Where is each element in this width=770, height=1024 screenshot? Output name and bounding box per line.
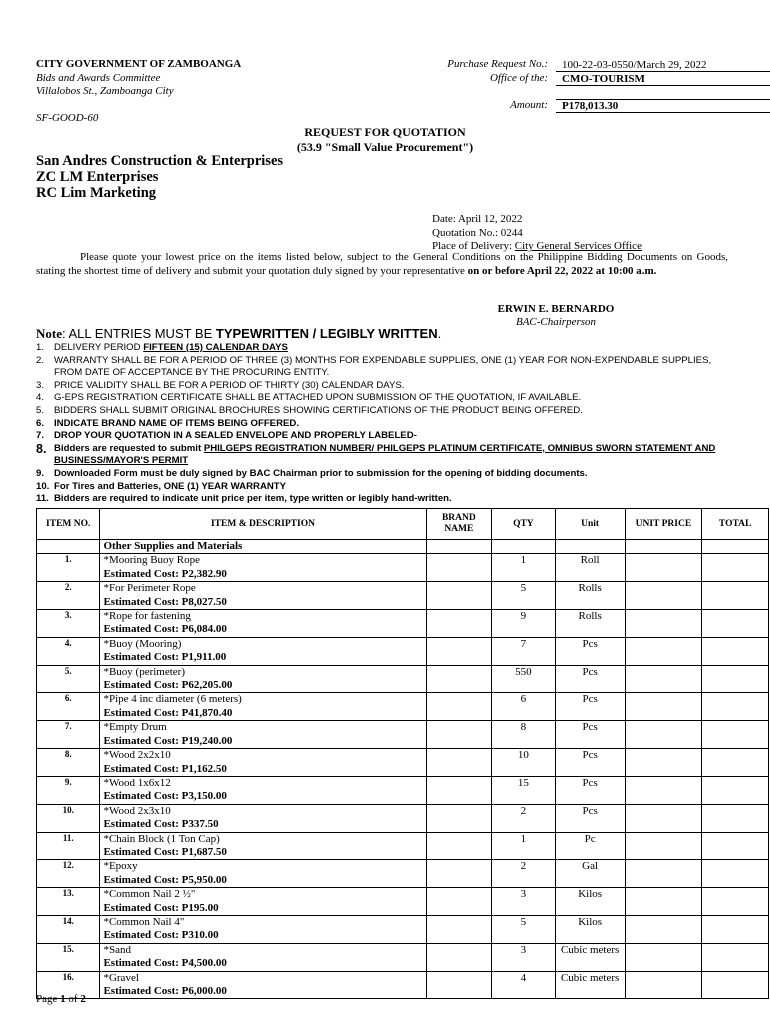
instruction-number: 10.: [36, 480, 50, 492]
item-qty: 10: [492, 749, 555, 777]
table-row: [37, 721, 769, 749]
item-brand: [426, 582, 492, 610]
item-estimated-cost: Estimated Cost: P8,027.50: [103, 595, 227, 608]
item-estimated-cost: Estimated Cost: P6,000.00: [103, 985, 227, 997]
quotation-date: Date: April 12, 2022: [432, 213, 523, 225]
instruction-text: [54, 405, 736, 418]
pr-value: 100-22-03-0550/March 29, 2022: [556, 59, 770, 72]
supplier-2: ZC LM Enterprises: [36, 169, 159, 185]
item-description: [100, 693, 426, 721]
item-estimated-cost: Estimated Cost: P195.00: [103, 901, 219, 914]
item-number: 4.: [37, 637, 100, 665]
instruction-item: [36, 392, 736, 405]
item-estimated-cost: Estimated Cost: P310.00: [103, 929, 219, 942]
item-unit-price: [625, 693, 702, 721]
committee-name: Bids and Awards Committee: [36, 71, 161, 84]
item-brand: [426, 554, 492, 582]
instruction-number: 6.: [36, 417, 45, 429]
office-label: Office of the:: [489, 72, 548, 84]
instruction-text: [54, 468, 736, 481]
instruction-item: [36, 355, 736, 380]
note-prefix: : ALL ENTRIES MUST BE: [62, 326, 216, 341]
instruction-text-main: Downloaded Form must be duly signed by BAC Chairman prior to submission for the opening of bidding documents.: [54, 467, 588, 479]
note-label: Note: [36, 326, 62, 341]
instruction-text-main: Bidders are requested to submit: [54, 442, 204, 454]
instruction-text-underlined: FIFTEEN (15) CALENDAR DAYS: [143, 342, 288, 353]
note-emphasis: TYPEWRITTEN / LEGIBLY WRITTEN: [215, 326, 438, 341]
item-qty: 8: [492, 721, 555, 749]
table-row: [37, 832, 769, 860]
quotation-details: [432, 213, 642, 254]
item-total: [702, 804, 769, 832]
item-qty: 1: [492, 832, 555, 860]
supplier-3: RC Lim Marketing: [36, 185, 157, 201]
item-brand: [426, 971, 492, 999]
agency-name: CITY GOVERNMENT OF ZAMBOANGA: [36, 58, 242, 70]
group-unit: [555, 540, 625, 554]
item-estimated-cost: Estimated Cost: P19,240.00: [103, 734, 233, 747]
item-unit-price: [625, 943, 702, 971]
table-header-row: [37, 509, 769, 540]
item-unit: Cubic meters: [555, 943, 625, 971]
item-name: *Buoy (perimeter): [103, 665, 186, 678]
delivery-value: City General Services Office: [514, 240, 642, 252]
item-total: [702, 776, 769, 804]
item-description: [100, 804, 426, 832]
page-prefix: Page: [36, 993, 61, 1005]
item-total: [702, 693, 769, 721]
item-unit: Pcs: [555, 776, 625, 804]
instruction-text-main: For Tires and Batteries, ONE (1) YEAR WARRANTY: [54, 480, 287, 492]
instruction-item: [36, 468, 736, 481]
document-title: [0, 125, 770, 155]
item-unit: Pcs: [555, 804, 625, 832]
group-title: Other Supplies and Materials: [100, 540, 426, 554]
item-name: *Wood 2x2x10: [103, 749, 171, 762]
item-qty: 15: [492, 776, 555, 804]
item-estimated-cost: Estimated Cost: P41,870.40: [103, 706, 233, 719]
item-total: [702, 888, 769, 916]
item-description: [100, 776, 426, 804]
item-number: 8.: [37, 749, 100, 777]
item-total: [702, 721, 769, 749]
instruction-number: 3.: [36, 379, 45, 391]
instruction-text-main: PRICE VALIDITY SHALL BE FOR A PERIOD OF THIRTY (30) CALENDAR DAYS.: [54, 379, 405, 391]
instruction-text: [54, 355, 736, 380]
item-name: *Sand: [103, 943, 131, 956]
page-number: [36, 993, 86, 1005]
table-row: [37, 915, 769, 943]
group-price: [625, 540, 702, 554]
item-qty: 5: [492, 915, 555, 943]
group-qty: [492, 540, 555, 554]
item-name: *Empty Drum: [103, 721, 167, 734]
item-unit-price: [625, 610, 702, 638]
form-code: SF-GOOD-60: [36, 112, 99, 124]
supplier-list: [36, 153, 283, 201]
item-unit: Pc: [555, 832, 625, 860]
item-estimated-cost: Estimated Cost: P1,687.50: [103, 845, 227, 858]
item-description: [100, 915, 426, 943]
supplier-1: San Andres Construction & Enterprises: [36, 153, 284, 169]
item-qty: 4: [492, 971, 555, 999]
item-total: [702, 943, 769, 971]
item-unit-price: [625, 860, 702, 888]
item-description: [100, 888, 426, 916]
instructions-list: [36, 342, 736, 506]
item-unit-price: [625, 637, 702, 665]
table-row: [37, 776, 769, 804]
instruction-number: 8.: [36, 441, 47, 456]
item-qty: 1: [492, 554, 555, 582]
item-number: 14.: [37, 915, 100, 943]
item-brand: [426, 721, 492, 749]
amount-label: Amount:: [510, 99, 548, 111]
instruction-number: 5.: [36, 404, 45, 416]
instruction-text-main: INDICATE BRAND NAME OF ITEMS BEING OFFERED: [54, 417, 297, 429]
title-line-2: (53.9 "Small Value Procurement"): [296, 140, 474, 154]
item-total: [702, 665, 769, 693]
item-brand: [426, 943, 492, 971]
item-total: [702, 749, 769, 777]
intro-paragraph: [36, 251, 728, 278]
col-description: ITEM & DESCRIPTION: [100, 509, 426, 540]
item-name: *For Perimeter Rope: [103, 582, 196, 595]
item-unit: Rolls: [555, 610, 625, 638]
item-number: 2.: [37, 582, 100, 610]
item-description: [100, 554, 426, 582]
item-number: 12.: [37, 860, 100, 888]
item-number: 15.: [37, 943, 100, 971]
signatory-title: BAC-Chairperson: [515, 316, 597, 328]
item-brand: [426, 804, 492, 832]
item-qty: 2: [492, 804, 555, 832]
item-name: *Gravel: [103, 971, 139, 984]
item-unit: Kilos: [555, 915, 625, 943]
item-unit-price: [625, 721, 702, 749]
item-total: [702, 915, 769, 943]
col-item-no: ITEM NO.: [37, 509, 100, 540]
group-no: [37, 540, 100, 554]
signatory-name: ERWIN E. BERNARDO: [497, 303, 615, 315]
group-brand: [426, 540, 492, 554]
note-suffix: .: [437, 326, 442, 341]
item-total: [702, 832, 769, 860]
table-row: [37, 610, 769, 638]
table-row: [37, 888, 769, 916]
item-brand: [426, 860, 492, 888]
item-number: 16.: [37, 971, 100, 999]
item-description: [100, 637, 426, 665]
item-unit: Gal: [555, 860, 625, 888]
instruction-text-underlined: PHILGEPS REGISTRATION NUMBER/ PHILGEPS PLATINUM CERTIFICATE, OMNIBUS SWORN STATEMENT AND BUSINESS/MAYOR'S PERMIT: [54, 442, 716, 467]
item-estimated-cost: Estimated Cost: P2,382.90: [103, 567, 227, 580]
item-number: 13.: [37, 888, 100, 916]
item-description: [100, 860, 426, 888]
item-unit-price: [625, 915, 702, 943]
instruction-text-main: G-EPS REGISTRATION CERTIFICATE SHALL BE ATTACHED UPON SUBMISSION OF THE QUOTATION, IF AVAILABLE.: [54, 392, 582, 404]
group-total: [702, 540, 769, 554]
item-qty: 7: [492, 637, 555, 665]
col-unit-price: UNIT PRICE: [625, 509, 702, 540]
table-row: [37, 637, 769, 665]
item-number: 9.: [37, 776, 100, 804]
item-unit-price: [625, 554, 702, 582]
page-current: 1: [60, 993, 66, 1005]
instruction-text: [54, 342, 736, 355]
item-unit: Roll: [555, 554, 625, 582]
item-brand: [426, 888, 492, 916]
instruction-item: [36, 380, 736, 393]
item-brand: [426, 832, 492, 860]
item-unit-price: [625, 804, 702, 832]
instruction-number: 4.: [36, 392, 45, 404]
item-unit-price: [625, 776, 702, 804]
col-unit: Unit: [555, 509, 625, 540]
item-unit-price: [625, 665, 702, 693]
item-qty: 6: [492, 693, 555, 721]
col-qty: QTY: [492, 509, 555, 540]
item-number: 10.: [37, 804, 100, 832]
item-total: [702, 582, 769, 610]
item-number: 11.: [37, 832, 100, 860]
instruction-item: [36, 481, 736, 494]
instruction-item: [36, 430, 736, 443]
table-row: [37, 554, 769, 582]
item-description: [100, 721, 426, 749]
instruction-text: [54, 418, 736, 431]
item-name: *Chain Block (1 Ton Cap): [103, 832, 220, 845]
table-row: [37, 971, 769, 999]
item-name: *Pipe 4 inc diameter (6 meters): [103, 693, 242, 706]
instruction-number: 9.: [36, 467, 45, 479]
instruction-text-suffix: .: [296, 417, 300, 429]
instruction-item: [36, 405, 736, 418]
item-number: 6.: [37, 693, 100, 721]
item-estimated-cost: Estimated Cost: P6,084.00: [103, 623, 227, 636]
item-name: *Mooring Buoy Rope: [103, 554, 201, 567]
item-unit: Cubic meters: [555, 971, 625, 999]
instruction-number: 1.: [36, 342, 45, 353]
item-brand: [426, 693, 492, 721]
instruction-text-main: Bidders are required to indicate unit price per item, type written or legibly hand-written.: [54, 493, 452, 505]
item-brand: [426, 915, 492, 943]
item-unit: Pcs: [555, 637, 625, 665]
instruction-number: 11.: [36, 493, 49, 505]
items-table: [36, 508, 769, 999]
item-description: [100, 749, 426, 777]
instruction-item: [36, 443, 736, 468]
item-total: [702, 610, 769, 638]
page-total: 2: [80, 993, 86, 1005]
item-qty: 5: [492, 582, 555, 610]
item-estimated-cost: Estimated Cost: P1,162.50: [103, 762, 227, 775]
intro-deadline: on or before April 22, 2022 at 10:00 a.m.: [467, 264, 657, 277]
group-row: [37, 540, 769, 554]
item-description: [100, 971, 426, 999]
table-row: [37, 693, 769, 721]
item-brand: [426, 776, 492, 804]
delivery-label: Place of Delivery:: [432, 240, 515, 252]
item-total: [702, 971, 769, 999]
item-number: 3.: [37, 610, 100, 638]
page-mid: of: [65, 993, 81, 1005]
instruction-text: [54, 392, 736, 405]
col-total: TOTAL: [702, 509, 769, 540]
item-qty: 3: [492, 943, 555, 971]
item-estimated-cost: Estimated Cost: P62,205.00: [103, 679, 233, 692]
item-brand: [426, 610, 492, 638]
instruction-text-main: BIDDERS SHALL SUBMIT ORIGINAL BROCHURES SHOWING CERTIFICATIONS OF THE PRODUCT BEING OFFERED.: [54, 404, 583, 416]
agency-block: [36, 58, 241, 99]
item-number: 7.: [37, 721, 100, 749]
item-description: [100, 943, 426, 971]
table-row: [37, 665, 769, 693]
table-row: [37, 582, 769, 610]
instruction-text: [54, 380, 736, 393]
table-row: [37, 804, 769, 832]
item-description: [100, 610, 426, 638]
agency-address: Villalobos St., Zamboanga City: [36, 85, 174, 97]
item-estimated-cost: Estimated Cost: P4,500.00: [103, 957, 227, 970]
item-unit: Pcs: [555, 693, 625, 721]
instruction-number: 2.: [36, 354, 45, 366]
table-row: [37, 860, 769, 888]
item-name: *Common Nail 2 ½": [103, 888, 196, 901]
item-estimated-cost: Estimated Cost: P1,911.00: [103, 651, 227, 664]
item-unit: Kilos: [555, 888, 625, 916]
item-total: [702, 860, 769, 888]
item-qty: 3: [492, 888, 555, 916]
title-line-1: REQUEST FOR QUOTATION: [304, 125, 466, 139]
item-name: *Epoxy: [103, 860, 138, 873]
instruction-text-main: WARRANTY SHALL BE FOR A PERIOD OF THREE (3) MONTHS FOR EXPENDABLE SUPPLIES, ONE (1) YEAR FOR NON-EXPENDABLE SUPPLIES, FROM DATE OF ACCEPTANCE BY THE PROCURING ENTITY.: [54, 354, 712, 379]
item-unit: Pcs: [555, 665, 625, 693]
instruction-item: [36, 493, 736, 506]
instruction-text-main: DROP YOUR QUOTATION IN A SEALED ENVELOPE AND PROPERLY LABELED-: [54, 430, 417, 442]
intro-text: Please quote your lowest price on the items listed below, subject to the General Conditions on the Philippine Bidding Documents on Goods, stating the shortest time of delivery and submit your quotation duly signed by your representative: [36, 251, 728, 277]
item-name: *Common Nail 4": [103, 915, 185, 928]
pr-label: Purchase Request No.:: [447, 58, 548, 70]
item-unit: Rolls: [555, 582, 625, 610]
table-row: [37, 749, 769, 777]
office-value: CMO-TOURISM: [556, 73, 770, 86]
instruction-text: [54, 481, 736, 494]
instruction-number: 7.: [36, 430, 45, 442]
item-estimated-cost: Estimated Cost: P337.50: [103, 818, 219, 831]
item-brand: [426, 637, 492, 665]
item-description: [100, 832, 426, 860]
item-number: 5.: [37, 665, 100, 693]
instruction-text-main: DELIVERY PERIOD: [54, 342, 144, 353]
item-qty: 9: [492, 610, 555, 638]
item-name: *Rope for fastening: [103, 610, 191, 623]
item-qty: 550: [492, 665, 555, 693]
item-brand: [426, 749, 492, 777]
item-unit-price: [625, 888, 702, 916]
quotation-number: Quotation No.: 0244: [432, 226, 523, 239]
item-name: *Wood 1x6x12: [103, 776, 171, 789]
item-description: [100, 665, 426, 693]
item-unit: Pcs: [555, 721, 625, 749]
note-line: [36, 326, 441, 342]
instruction-text: [54, 443, 736, 468]
table-row: [37, 943, 769, 971]
item-estimated-cost: Estimated Cost: P3,150.00: [103, 790, 227, 803]
item-name: *Buoy (Mooring): [103, 637, 182, 650]
item-qty: 2: [492, 860, 555, 888]
item-unit-price: [625, 582, 702, 610]
item-unit: Pcs: [555, 749, 625, 777]
amount-value: P178,013.30: [556, 100, 770, 113]
item-unit-price: [625, 971, 702, 999]
col-brand: BRAND NAME: [426, 509, 492, 540]
item-total: [702, 554, 769, 582]
item-estimated-cost: Estimated Cost: P5,950.00: [103, 873, 227, 886]
item-unit-price: [625, 749, 702, 777]
item-total: [702, 637, 769, 665]
item-number: 1.: [37, 554, 100, 582]
item-brand: [426, 665, 492, 693]
item-name: *Wood 2x3x10: [103, 804, 171, 817]
item-description: [100, 582, 426, 610]
instruction-text: [54, 493, 736, 506]
instruction-item: [36, 342, 736, 355]
item-unit-price: [625, 832, 702, 860]
instruction-text: [54, 430, 736, 443]
instruction-item: [36, 418, 736, 431]
